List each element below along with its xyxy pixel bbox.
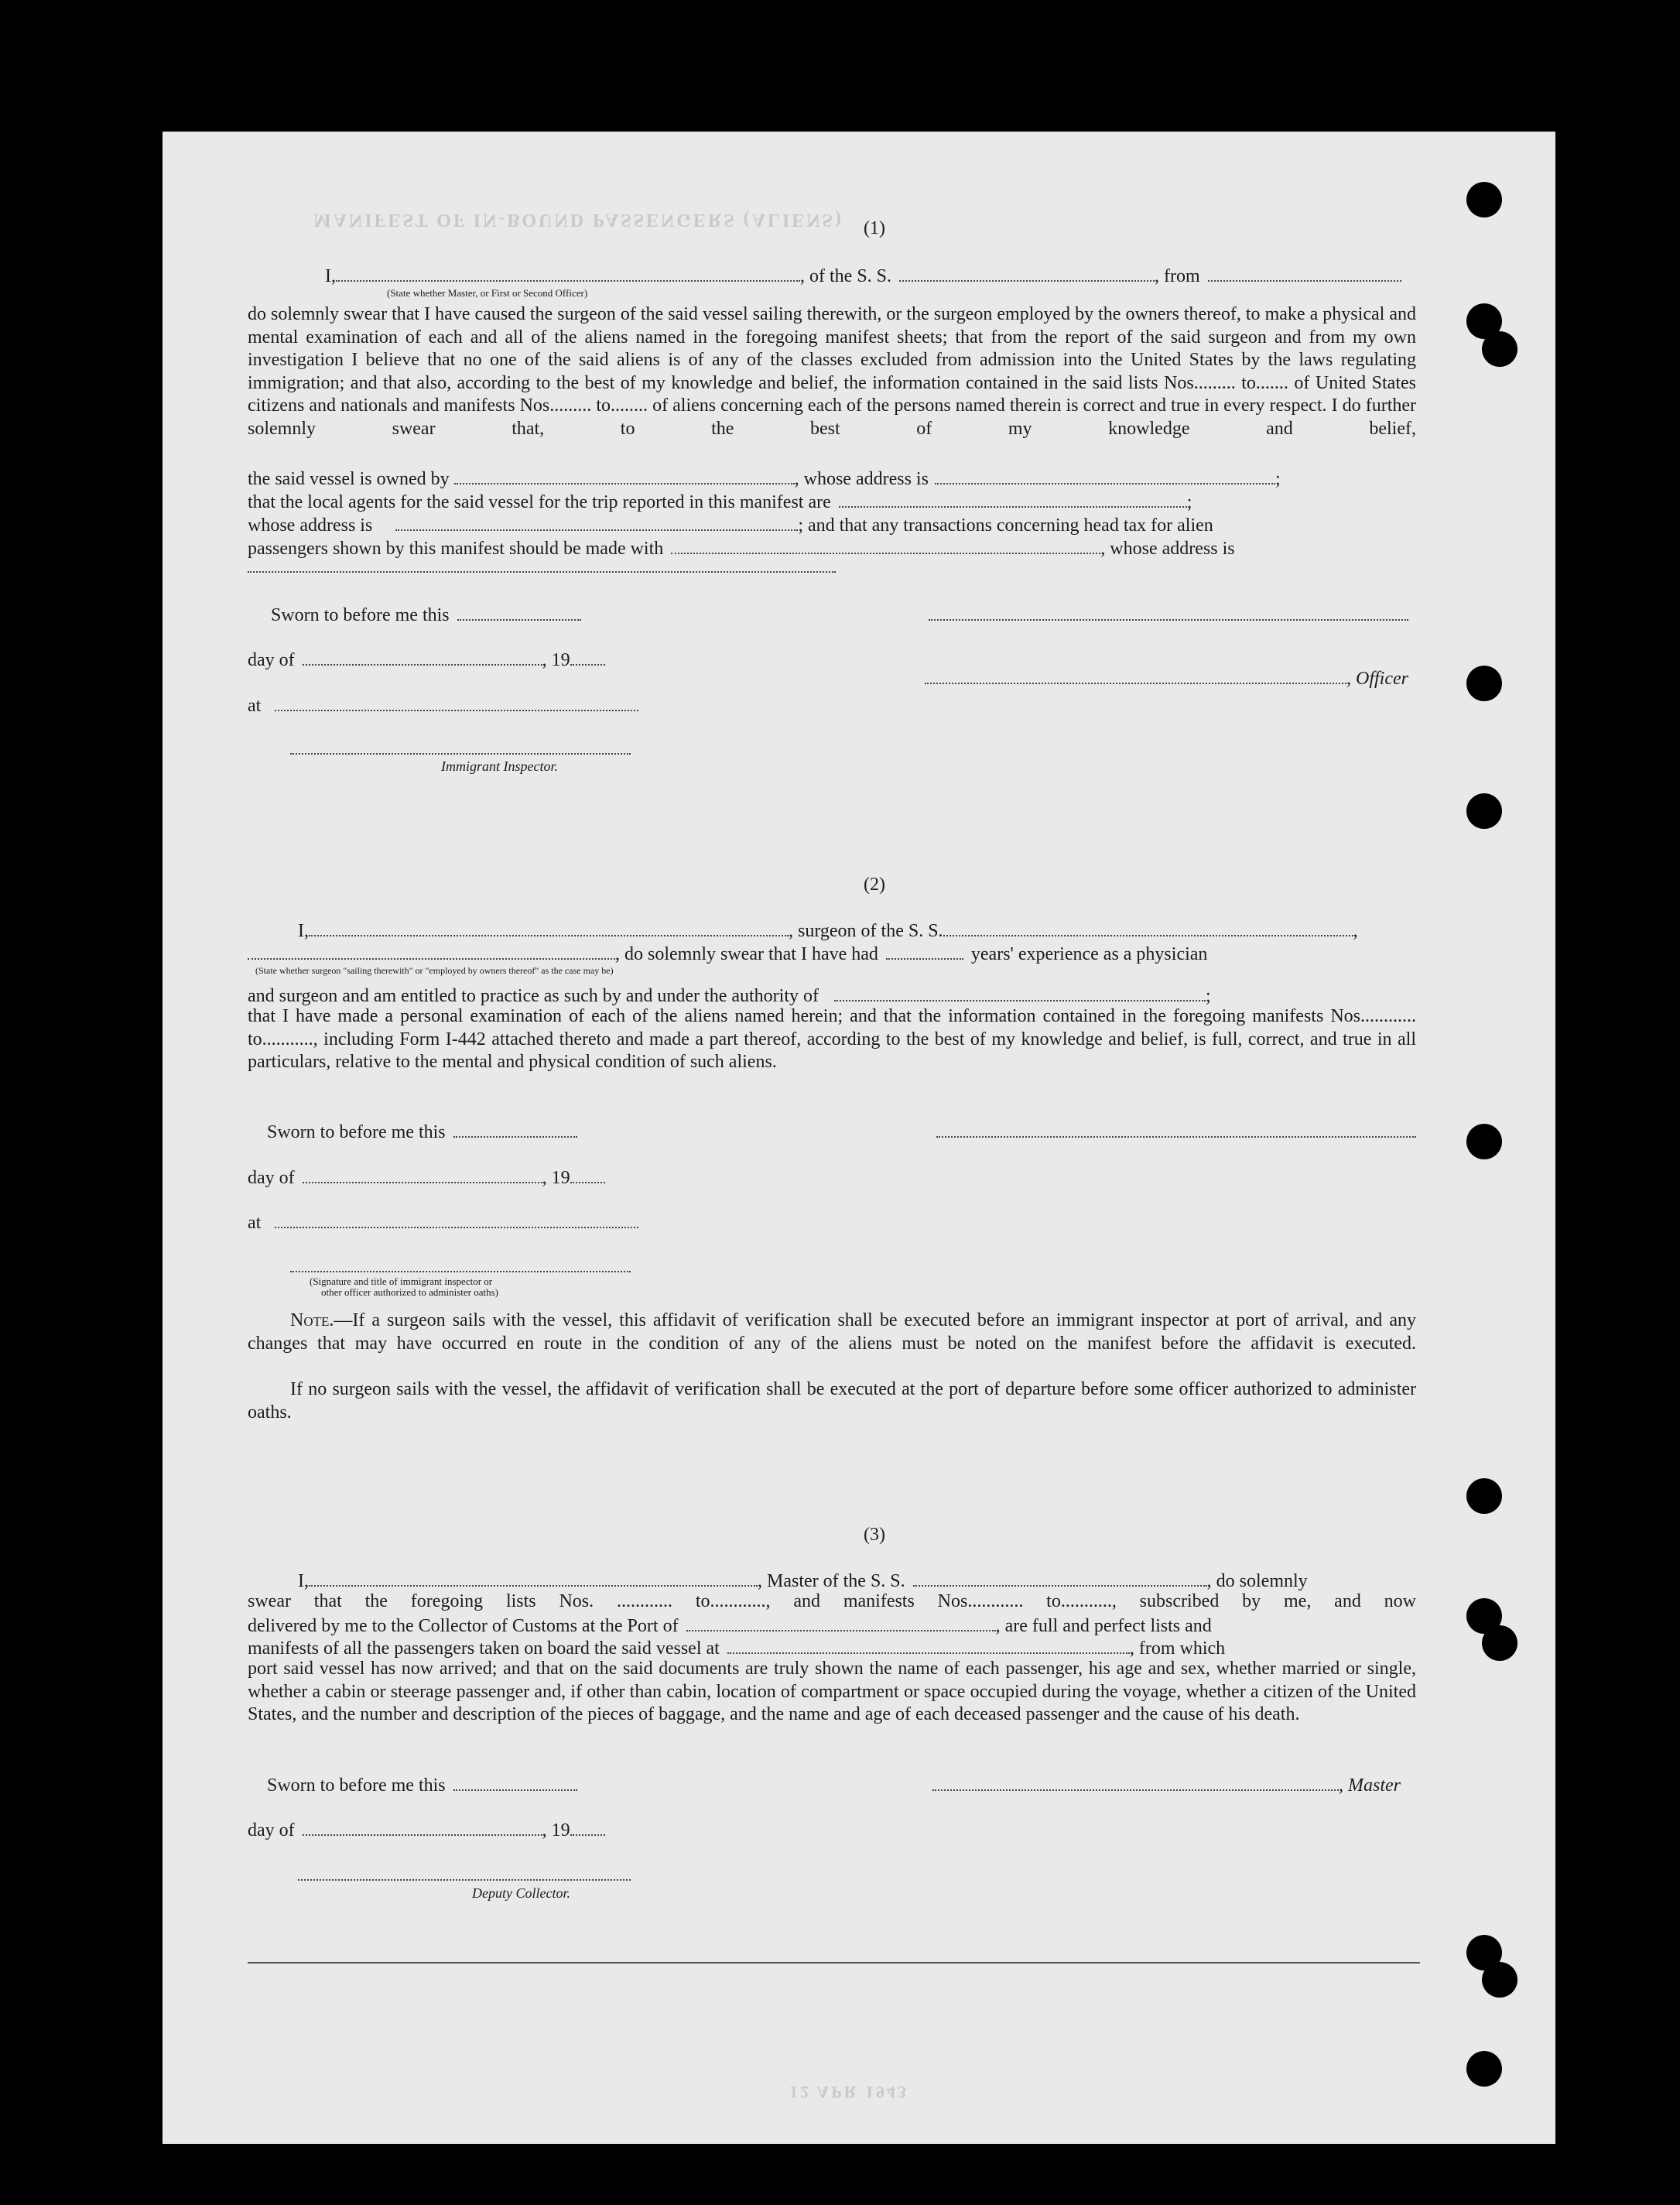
section-3-paragraph-b: port said vessel has now arrived; and that on the said documents are truly shown the name of each passenger, his age and sex, whether married or single, whether a cabin or steerage passenger and, if other than cabin, location of compartment or space occupied during the voyage, whether a citizen of the United States, and the number and description of the pieces of baggage, and the name and age of each deceased passenger and the cause of his death. — [248, 1659, 1416, 1724]
section-3-day-of — [248, 1817, 605, 1841]
note-label: Note. — [290, 1310, 334, 1330]
label-i: I, — [298, 1571, 309, 1591]
note-paragraph — [248, 1310, 1416, 1355]
at-place-field[interactable] — [275, 1210, 638, 1228]
officer-signature-field[interactable] — [925, 666, 1346, 684]
local-agents-line: that the local agents for the said vessel for the trip reported in this manifest are ; — [248, 489, 1416, 513]
binder-hole — [1466, 2051, 1502, 2087]
label-full-lists: , are full and perfect lists and — [995, 1616, 1212, 1636]
label-owned-by: the said vessel is owned by — [248, 469, 450, 489]
label-from: , from — [1155, 266, 1200, 286]
master-name-field[interactable] — [309, 1568, 758, 1587]
label-i: I, — [325, 266, 336, 286]
section-3-paragraph-a: swear that the foregoing lists Nos. ............ to............, and manifests Nos............ to..........., subscribed by me, and now — [248, 1591, 1416, 1611]
section-3-sworn — [267, 1772, 577, 1796]
owner-address-field[interactable] — [935, 466, 1275, 484]
head-tax-agent-field[interactable] — [671, 536, 1100, 554]
surgeon-signature-field[interactable] — [936, 1136, 1416, 1138]
label-years-experience: years' experience as a physician — [970, 944, 1208, 964]
section-3-number: (3) — [864, 1525, 885, 1545]
officer-signature-top-field[interactable] — [929, 619, 1408, 621]
note-2-paragraph: If no surgeon sails with the vessel, the affidavit of verification shall be executed at the port of departure before some officer authorized to administer oaths. — [248, 1379, 1416, 1423]
passengers-line — [248, 536, 1416, 560]
section-2-day-of — [248, 1165, 605, 1189]
inspector-caption: Immigrant Inspector. — [441, 758, 558, 774]
binder-hole — [1482, 1625, 1517, 1661]
label-do-solemnly: , do solemnly — [1206, 1571, 1308, 1591]
label-whose-address-1: , whose address is — [794, 469, 929, 489]
binder-hole — [1466, 1124, 1502, 1159]
year-field[interactable] — [570, 1165, 605, 1183]
surgeon-status-field[interactable] — [248, 941, 615, 960]
officer-name-field[interactable] — [336, 263, 800, 282]
inspector-signature-field[interactable] — [290, 1271, 631, 1272]
sworn-date-field[interactable] — [457, 602, 581, 621]
label-day-of: day of — [248, 650, 295, 670]
agents-address-line — [248, 512, 1416, 536]
label-sworn: Sworn to before me this — [267, 1775, 446, 1796]
from-port-field[interactable] — [1208, 263, 1401, 282]
binder-hole — [1466, 182, 1502, 217]
label-surgeon-of-ss: , surgeon of the S. S. — [789, 921, 943, 941]
bleed-through-footer: 12 APR 1943 — [789, 2083, 908, 2102]
binder-hole — [1466, 666, 1502, 701]
master-signature-line — [932, 1772, 1401, 1796]
surgeon-vessel-field[interactable] — [943, 918, 1353, 936]
label-year: , 19 — [542, 650, 570, 670]
label-officer: , Officer — [1346, 669, 1408, 689]
day-of-field[interactable] — [303, 1817, 542, 1836]
section-1-number: (1) — [864, 218, 885, 238]
vessel-name-field[interactable] — [899, 263, 1155, 282]
departure-port-field[interactable] — [727, 1635, 1130, 1654]
deputy-caption: Deputy Collector. — [472, 1885, 570, 1901]
owner-field[interactable] — [454, 466, 795, 484]
label-authority: and surgeon and am entitled to practice as such by and under the authority of — [248, 986, 819, 1006]
label-master: , Master — [1339, 1775, 1401, 1796]
section-1-sworn — [271, 602, 581, 626]
label-day-of: day of — [248, 1820, 295, 1840]
surgeon-name-field[interactable] — [309, 918, 789, 936]
year-field[interactable] — [570, 1817, 605, 1836]
local-agents-field[interactable] — [839, 489, 1187, 508]
section-1-day-of — [248, 647, 605, 671]
section-2-at — [248, 1210, 638, 1234]
label-of-ss: , of the S. S. — [800, 266, 892, 286]
label-year: , 19 — [542, 1168, 570, 1188]
binder-hole — [1466, 793, 1502, 829]
years-experience-field[interactable] — [886, 941, 963, 960]
master-signature-field[interactable] — [932, 1772, 1339, 1791]
label-from-which: , from which — [1129, 1638, 1226, 1659]
label-whose-address-2: whose address is — [248, 515, 373, 536]
sworn-date-field[interactable] — [453, 1119, 577, 1138]
label-i: I, — [298, 921, 309, 941]
sworn-date-field[interactable] — [453, 1772, 577, 1791]
officer-note: (State whether Master, or First or Second Officer) — [387, 287, 588, 299]
at-place-field[interactable] — [275, 693, 638, 711]
bleed-through-title: MANIFEST OF IN-BOUND PASSENGERS (ALIENS) — [313, 210, 843, 230]
inspector-signature-field[interactable] — [290, 753, 631, 755]
label-do-solemnly-swear: , do solemnly swear that I have had — [615, 944, 878, 964]
agents-address-field[interactable] — [395, 512, 798, 531]
owned-by-line: the said vessel is owned by , whose address is ; — [248, 466, 1416, 490]
section-1-paragraph: do solemnly swear that I have caused the surgeon of the said vessel sailing therewith, or the surgeon employed by the owners thereof, to make a physical and mental examination of each and all of the aliens named in the foregoing manifest sheets; that from the report of the said surgeon and from my own investigation I believe that no one of the said aliens is of any of the classes excluded from admission into the United States by the laws regulating immigration; and that also, according to the best of my knowledge and belief, the information contained in the said lists Nos......... to....... of United States citizens and nationals and manifests Nos......... to........ of aliens concerning each of the persons named therein is correct and true in every respect. I do further solemnly swear that, to the best of my knowledge and belief, — [248, 304, 1416, 439]
officer-signature-line — [925, 666, 1408, 690]
section-1-line-1 — [294, 263, 1416, 287]
section-2-sworn — [267, 1119, 577, 1143]
manifest-page — [163, 132, 1555, 2144]
label-at: at — [248, 696, 262, 716]
manifests-line — [248, 1635, 1416, 1659]
day-of-field[interactable] — [303, 647, 542, 666]
label-sworn: Sworn to before me this — [267, 1122, 446, 1142]
section-1-at — [248, 693, 638, 717]
section-2-number: (2) — [864, 875, 885, 895]
bottom-divider — [248, 1962, 1420, 1964]
section-2-line-2 — [248, 941, 1416, 965]
port-field[interactable] — [686, 1613, 996, 1631]
authority-line: and surgeon and am entitled to practice as such by and under the authority of ; — [248, 983, 1416, 1007]
binder-hole — [1482, 1962, 1517, 1998]
master-vessel-field[interactable] — [913, 1568, 1207, 1587]
label-head-tax: ; and that any transactions concerning head tax for alien — [798, 515, 1213, 536]
label-local-agents: that the local agents for the said vessel for the trip reported in this manifest are — [248, 492, 831, 512]
section-3-line-1 — [248, 1568, 1416, 1592]
authority-field[interactable] — [834, 983, 1206, 1001]
label-whose-address-3: , whose address is — [1100, 539, 1235, 559]
day-of-field[interactable] — [303, 1165, 542, 1183]
binder-hole — [1482, 331, 1517, 367]
label-at: at — [248, 1213, 262, 1233]
binder-hole — [1466, 1478, 1502, 1514]
label-master-of-ss: , Master of the S. S. — [758, 1571, 905, 1591]
section-2-line-1: I, , surgeon of the S. S. , — [248, 918, 1416, 942]
head-tax-address-field[interactable] — [248, 571, 836, 573]
note-text: —If a surgeon sails with the vessel, this affidavit of verification shall be executed before an immigrant inspector at port of arrival, and any changes that may have occurred en route in the condition of any of the aliens must be noted on the manifest before the affidavit is executed. — [248, 1310, 1416, 1354]
signature-note-1: (Signature and title of immigrant inspector or — [310, 1275, 493, 1287]
label-year: , 19 — [542, 1820, 570, 1840]
deputy-signature-field[interactable] — [298, 1879, 631, 1881]
year-field[interactable] — [570, 647, 605, 666]
label-passengers: passengers shown by this manifest should be made with — [248, 539, 664, 559]
signature-note-2: other officer authorized to administer oaths) — [321, 1286, 498, 1298]
label-manifests-all: manifests of all the passengers taken on board the said vessel at — [248, 1638, 720, 1659]
label-sworn: Sworn to before me this — [271, 605, 450, 625]
surgeon-note: (State whether surgeon "sailing therewith" or "employed by owners thereof" as the case may be) — [255, 965, 614, 976]
collector-line — [248, 1613, 1416, 1637]
label-collector: delivered by me to the Collector of Customs at the Port of — [248, 1616, 679, 1636]
label-day-of: day of — [248, 1168, 295, 1188]
section-2-paragraph: that I have made a personal examination of each of the aliens named herein; and that the information contained in the foregoing manifests Nos............ to..........., including Form I-442 attached thereto and made a part thereof, according to the best of my knowledge and belief, is full, correct, and true in all particulars, relative to the mental and physical condition of such aliens. — [248, 1006, 1416, 1072]
